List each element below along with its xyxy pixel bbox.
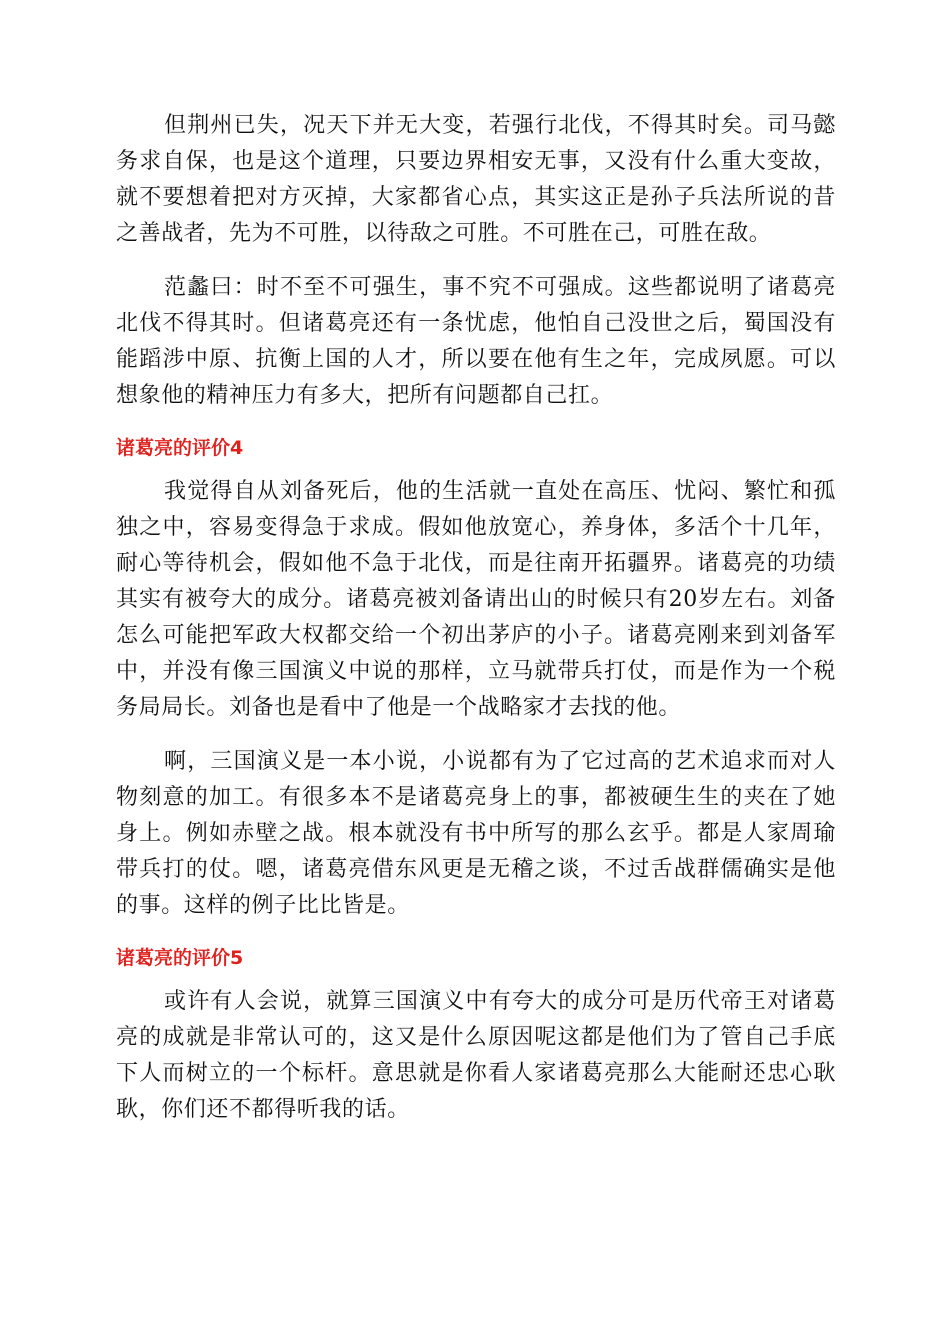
section-heading: 诸葛亮的评价5: [116, 947, 244, 969]
paragraph: 范蠡曰：时不至不可强生，事不究不可强成。这些都说明了诸葛亮北伐不得其时。但诸葛亮还有一条忧虑，他怕自己没世之后，蜀国没有能蹈涉中原、抗衡上国的人才，所以要在他有生之年，完成夙愿。可以想象他的精神压力有多大，把所有问题都自己扛。: [116, 275, 836, 408]
paragraph: 或许有人会说，就算三国演义中有夸大的成分可是历代帝王对诸葛亮的成就是非常认可的，这又是什么原因呢这都是他们为了管自己手底下人而树立的一个标杆。意思就是你看人家诸葛亮那么大能耐还忠心耿耿，你们还不都得听我的话。: [116, 989, 836, 1122]
paragraph: 我觉得自从刘备死后，他的生活就一直处在高压、忧闷、繁忙和孤独之中，容易变得急于求成。假如他放宽心，养身体，多活个十几年，耐心等待机会，假如他不急于北伐，而是往南开拓疆界。诸葛亮的功绩其实有被夸大的成分。诸葛亮被刘备请出山的时候只有20岁左右。刘备怎么可能把军政大权都交给一个初出茅庐的小子。诸葛亮刚来到刘备军中，并没有像三国演义中说的那样，立马就带兵打仗，而是作为一个税务局局长。刘备也是看中了他是一个战略家才去找的他。: [116, 479, 836, 720]
paragraph: 啊，三国演义是一本小说，小说都有为了它过高的艺术追求而对人物刻意的加工。有很多本不是诸葛亮身上的事，都被硬生生的夹在了她身上。例如赤壁之战。根本就没有书中所写的那么玄乎。都是人家周瑜带兵打的仗。嗯，诸葛亮借东风更是无稽之谈，不过舌战群儒确实是他的事。这样的例子比比皆是。: [116, 749, 836, 918]
paragraph: 但荆州已失，况天下并无大变，若强行北伐，不得其时矣。司马懿务求自保，也是这个道理，只要边界相安无事，又没有什么重大变故，就不要想着把对方灭掉，大家都省心点，其实这正是孙子兵法所说的昔之善战者，先为不可胜，以待敌之可胜。不可胜在己，可胜在敌。: [116, 113, 836, 246]
section-heading: 诸葛亮的评价4: [116, 437, 244, 459]
document-body: [116, 108, 836, 1146]
